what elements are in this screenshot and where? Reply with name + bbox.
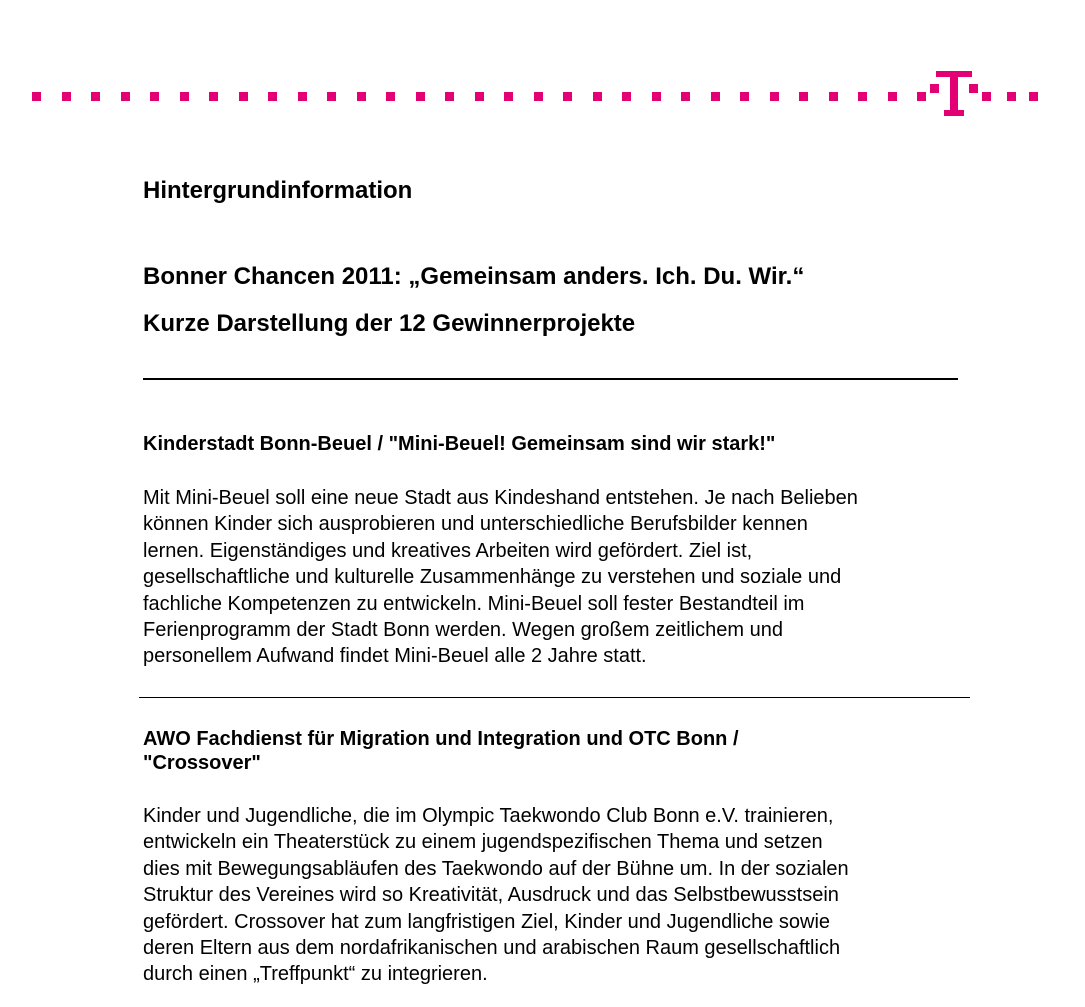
title-line: AWO Fachdienst für Migration und Integration und OTC Bonn /	[143, 728, 739, 750]
document-subtitle: Kurze Darstellung der 12 Gewinnerprojekte	[143, 310, 636, 337]
project-title: Kinderstadt Bonn-Beuel / "Mini-Beuel! Gemeinsam sind wir stark!"	[143, 433, 776, 455]
section-divider	[139, 697, 970, 698]
project-section	[143, 432, 973, 670]
document-title: Bonner Chancen 2011: „Gemeinsam anders. Ich. Du. Wir.“	[143, 263, 805, 290]
text-line: können Kinder sich ausprobieren und unterschiedliche Berufsbilder kennen	[143, 513, 808, 536]
project-section	[143, 727, 973, 988]
text-line: Ferienprogramm der Stadt Bonn werden. Wegen großem zeitlichem und	[143, 619, 783, 642]
project-title	[143, 727, 973, 775]
text-line: dies mit Bewegungsabläufen des Taekwondo auf der Bühne um. In der sozialen	[143, 857, 849, 880]
text-line: durch einen „Treffpunkt“ zu integrieren.	[143, 963, 488, 986]
text-line: Kinder und Jugendliche, die im Olympic Taekwondo Club Bonn e.V. trainieren,	[143, 805, 834, 827]
text-line: fachliche Kompetenzen zu entwickeln. Mini-Beuel soll fester Bestandteil im	[143, 592, 805, 615]
text-line: personellem Aufwand findet Mini-Beuel alle 2 Jahre statt.	[143, 645, 647, 668]
project-description	[143, 485, 973, 670]
title-line: "Crossover"	[143, 752, 261, 774]
text-line: Struktur des Vereines wird so Kreativität, Ausdruck und das Selbstbewusstsein	[143, 884, 839, 907]
text-line: gesellschaftliche und kulturelle Zusammenhänge zu verstehen und soziale und	[143, 566, 842, 589]
text-line: gefördert. Crossover hat zum langfristigen Ziel, Kinder und Jugendliche sowie	[143, 910, 831, 933]
text-line: entwickeln ein Theaterstück zu einem jugendspezifischen Thema und setzen	[143, 831, 823, 854]
text-line: deren Eltern aus dem nordafrikanischen und arabischen Raum gesellschaftlich	[143, 937, 841, 960]
text-line: lernen. Eigenständiges und kreatives Arbeiten wird gefördert. Ziel ist,	[143, 539, 753, 562]
text-line: Mit Mini-Beuel soll eine neue Stadt aus Kindeshand entstehen. Je nach Belieben	[143, 487, 858, 509]
title-divider	[143, 378, 958, 380]
document-label: Hintergrundinformation	[143, 177, 413, 204]
project-description	[143, 803, 973, 988]
